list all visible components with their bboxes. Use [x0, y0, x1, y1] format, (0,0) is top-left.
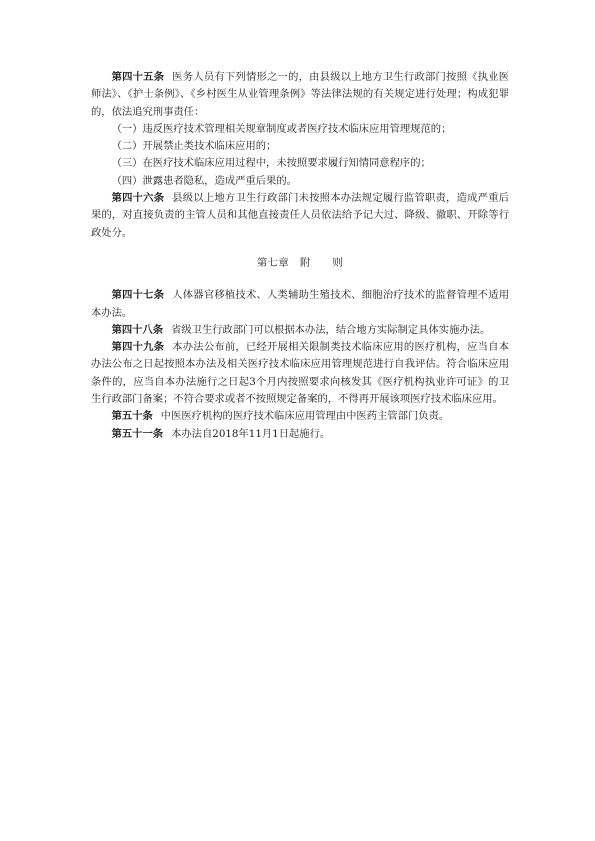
- article-text: 人体器官移植技术、人类辅助生殖技术、细胞治疗技术的监督管理不适用本办法。: [91, 289, 510, 319]
- article-49: [91, 339, 509, 408]
- article-text: 医务人员有下列情形之一的，由县级以上地方卫生行政部门按照《执业医师法》、《护士条例》、《乡村医生从业管理条例》等法律法规的有关规定进行处理；构成犯罪的，依法追究刑事责任：: [91, 71, 510, 118]
- article-text: 县级以上地方卫生行政部门未按照本办法规定履行监管职责，造成严重后果的，对直接负责的主管人员和其他直接责任人员依法给予记大过、降级、撤职、开除等行政处分。: [91, 192, 510, 239]
- article-number: 第四十七条: [111, 289, 165, 302]
- article-number: 第四十九条: [111, 341, 165, 354]
- article-50: [91, 408, 509, 425]
- article-number: 第五十一条: [111, 427, 164, 440]
- list-item: （二）开展禁止类技术临床应用的；: [111, 140, 277, 153]
- article-text: 本办法自2018年11月1日起施行。: [171, 427, 331, 440]
- list-item: （三）在医疗技术临床应用过程中，未按照要求履行知情同意程序的；: [111, 157, 431, 170]
- article-number: 第四十六条: [111, 192, 165, 205]
- article-number: 第四十八条: [111, 323, 164, 336]
- article-text: 中医医疗机构的医疗技术临床应用管理由中医药主管部门负责。: [160, 410, 450, 423]
- article-48: [91, 322, 509, 339]
- article-text: 本办法公布前，已经开展相关限制类技术临床应用的医疗机构，应当自本办法公布之日起按照本办法及相关医疗技术临床应用管理规范进行自我评估。符合临床应用条件的，应当自本办法施行之日起3个月内按照要求向核发其《医疗机构执业许可证》的卫生行政部门备案；不符合要求或者不按照规定备案的，不得再开展该项医疗技术临床应用。: [91, 341, 510, 406]
- article-45: [91, 69, 509, 121]
- list-item: （四）泄露患者隐私，造成严重后果的。: [111, 174, 297, 187]
- article-47: [91, 287, 509, 322]
- document-body: [91, 69, 509, 443]
- list-item: （一）违反医疗技术管理相关规章制度或者医疗技术临床应用管理规范的；: [111, 122, 452, 135]
- article-text: 省级卫生行政部门可以根据本办法，结合地方实际制定具体实施办法。: [171, 323, 491, 336]
- article-46: [91, 190, 509, 242]
- chapter-heading: 第七章 附 则: [256, 256, 344, 269]
- article-number: 第四十五条: [111, 71, 165, 83]
- article-51: [91, 426, 509, 443]
- article-number: 第五十条: [111, 410, 153, 423]
